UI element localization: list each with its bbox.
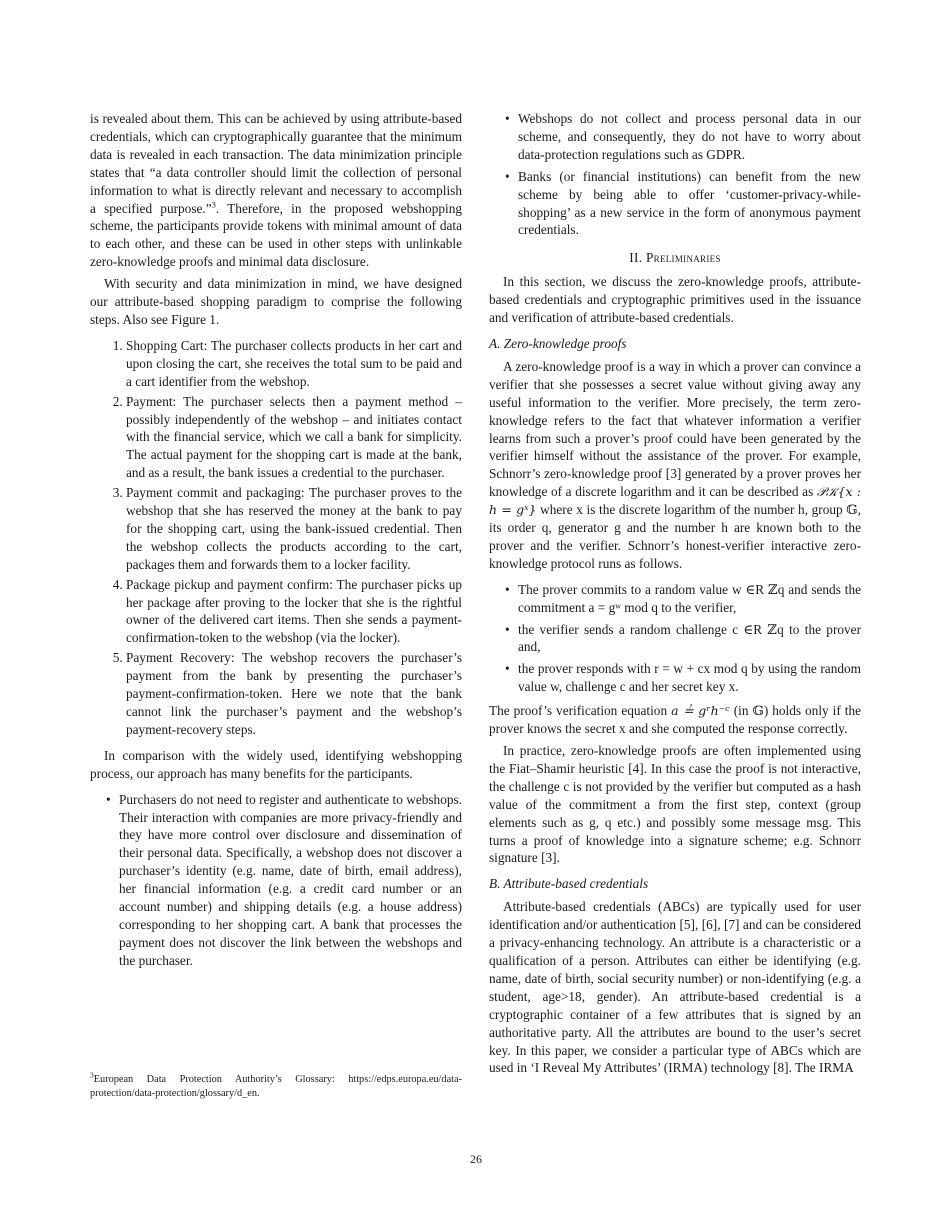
step-item: 2. Payment: The purchaser selects then a payment method – possibly independently of the webshop – and initiates contact with the financial service, which we call a bank for simplicity. The actual payment for the shopping cart is made at the bank, and as a result, the bank issues a credential to the purchaser. xyxy=(126,393,462,483)
benefit-item: • Banks (or financial institutions) can benefit from the new scheme by being able to offer ‘customer-privacy-while-shopping’ as a new service in the form of anonymous payment credentials. xyxy=(518,168,861,240)
paragraph-verification: The proof’s verification equation a ≟ gʳh⁻ᶜ (in 𝔾) holds only if the prover knows the secret x and she computed the response correctly. xyxy=(489,703,862,737)
steps-list xyxy=(90,337,462,739)
subsection-heading-b: B. Attribute-based credentials xyxy=(489,876,649,892)
footnote-ref: 3 xyxy=(211,199,216,210)
footnote-mark: 3 xyxy=(90,1070,94,1080)
left-column xyxy=(90,110,462,976)
paragraph-zk-definition: A zero-knowledge proof is a way in which a prover can convince a verifier that she possesses a secret value without giving away any useful information to the verifier. More precisely, the term zero-knowledge refers to the fact that whatever information a verifier learns from such a prover’s proof could have been generated by the verifier himself without the assistance of the prover. For example, Schnorr’s zero-knowledge proof [3] generated by a prover proves her knowledge of a discrete logarithm and it can be described as 𝒫𝒦{x : h = gˣ} where x is the discrete logarithm of the number h, group 𝔾, its order q, generator g and the number h are known both to the prover and the verifier. Schnorr’s honest-verifier interactive zero-knowledge protocol runs as follows. xyxy=(489,358,862,571)
paragraph-intro: is revealed about them. This can be achieved by using attribute-based credentials, which can cryptographically guarantee that the minimum data is revealed in each transaction. The data minimization principle states that “a data controller should limit the collection of personal information to what is directly relevant and necessary to accomplish a specified purpose.”$^3$. Therefore, in the proposed webshopping scheme, the participants provide tokens with minimal amount of data to each other, and these can be used in other steps with unlinkable zero-knowledge proofs and minimal data disclosure. xyxy=(90,111,462,270)
benefit-item: • Purchasers do not need to register and authenticate to webshops. Their interaction with companies are more privacy-friendly and they have more control over disclosure and dissemination of their personal data. Specifically, a webshop does not discover a purchaser’s identity (e.g. name, date of birth, email address), her financial information (e.g. a credit card number or an account number) and shipping details (e.g. a house address) corresponding to her shopping cart. A bank that processes the payment does not discover the link between the webshops and the purchaser. xyxy=(119,791,462,970)
pk-notation: 𝒫𝒦{x : h = gˣ} xyxy=(489,484,862,518)
step-item: 1. Shopping Cart: The purchaser collects products in her cart and upon closing the cart, she receives the total sum to be paid and a cart identifier from the webshop. xyxy=(126,337,462,391)
footnote: $^3$European Data Protection Authority’s Glossary: https://edps.europa.eu/data-protection/data-protection/glossary/d_en. xyxy=(90,1070,462,1099)
protocol-step: • the verifier sends a random challenge c ∈R ℤq to the prover and, xyxy=(518,621,861,657)
page-number: 26 xyxy=(470,1152,482,1166)
paragraph-benefits: In comparison with the widely used, identifying webshopping process, our approach has many benefits for the participants. xyxy=(90,747,462,781)
benefit-item: • Webshops do not collect and process personal data in our scheme, and consequently, they do not have to worry about data-protection regulations such as GDPR. xyxy=(518,110,861,164)
protocol-list xyxy=(489,581,861,696)
subsection-heading-a: A. Zero-knowledge proofs xyxy=(489,335,627,351)
right-column xyxy=(489,110,861,1077)
protocol-step: • the prover responds with r = w + cx mod q by using the random value w, challenge c and her secret key x. xyxy=(518,660,861,696)
step-item: 4. Package pickup and payment confirm: The purchaser picks up her package after proving to the locker that she is the rightful owner of the delivered cart items. Then she sends a payment-confirmation-token to the webshop (via the locker). xyxy=(126,576,462,648)
section-intro: In this section, we discuss the zero-knowledge proofs, attribute-based credentials and cryptographic primitives used in the issuance and verification of attribute-based credentials. xyxy=(489,274,861,326)
step-item: 3. Payment commit and packaging: The purchaser proves to the webshop that she has reserved the money at the bank to pay for the shopping cart, using the bank-issued credential. Then the webshop collects the products according to the cart, packages them and forwards them to a locker facility. xyxy=(126,484,462,574)
section-heading: II. Preliminaries xyxy=(629,250,721,266)
benefits-list-left xyxy=(90,791,462,970)
paragraph-steps-intro: With security and data minimization in mind, we have designed our attribute-based shopping paradigm to comprise the following steps. Also see Figure 1. xyxy=(90,276,462,327)
protocol-step: • The prover commits to a random value w ∈R ℤq and sends the commitment a = gʷ mod q to the verifier, xyxy=(518,581,861,617)
step-item: 5. Payment Recovery: The webshop recovers the purchaser’s payment from the bank by presenting the purchaser’s payment-confirmation-token. Here we note that the bank cannot link the purchaser’s payment and the webshop’s payment-recovery steps. xyxy=(126,649,462,739)
benefits-list-right xyxy=(489,110,861,239)
paragraph-abc: Attribute-based credentials (ABCs) are typically used for user identification and/or authentication [5], [6], [7] and can be considered a privacy-enhancing technology. An attribute is a characteristic or a qualification of a person. Attributes can either be identifying (e.g. name, date of birth, social security number) or non-identifying (e.g. a student, age>18, gender). An attribute-based credential is a cryptographic container of a few attributes that is signed by an authoritative party. All the attributes are bound to the user’s secret key. In this paper, we consider a particular type of ABCs which are used in ‘I Reveal My Attributes’ (IRMA) technology [8]. The IRMA xyxy=(489,899,861,1076)
paragraph-fiat-shamir: In practice, zero-knowledge proofs are often implemented using the Fiat–Shamir heuristic [4]. In this case the proof is not interactive, the challenge c is not provided by the verifier but computed as a hash value of the commitment a from the first step, context (group elements such as g, q etc.) and possibly some message msg. This turns a proof of knowledge into a signature scheme; e.g. Schnorr signature [3]. xyxy=(489,743,861,866)
verification-equation: a ≟ gʳh⁻ᶜ xyxy=(671,703,730,719)
